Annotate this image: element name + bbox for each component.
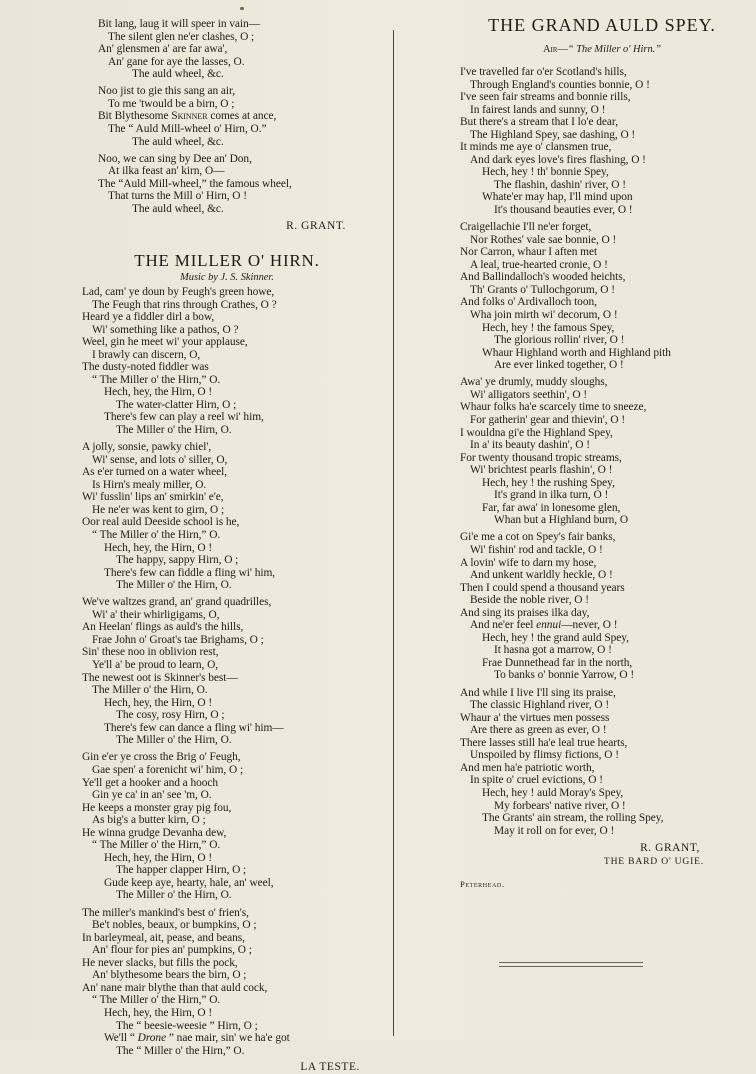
verse-line: To me 'twould be a birn, O ; (108, 97, 235, 110)
verse-line: The “Auld Mill-wheel,” the famous wheel, (98, 177, 292, 190)
verse-line: And ne'er feel ennui—never, O ! (470, 619, 618, 632)
verse-line: Far, far awa' in lonesome glen, (482, 501, 621, 514)
grand-auld-spey-body (460, 66, 750, 837)
air-label: Air— (542, 44, 568, 55)
verse-line: I wouldna gi'e the Highland Spey, (460, 426, 613, 439)
verse-line: The Miller o' the Hirn, O. (116, 424, 232, 436)
verse-line: The water-clatter Hirn, O ; (116, 398, 237, 411)
verse-line: The happy, sappy Hirn, O ; (116, 554, 239, 567)
stanza (82, 441, 388, 592)
verse-line: As big's a butter kirn, O ; (92, 814, 206, 827)
signature-r-grant: R. GRANT, (640, 841, 700, 854)
verse-line: Nor Rothes' vale sae bonnie, O ! (470, 233, 617, 246)
verse-line: The Miller o' the Hirn, O. (116, 889, 232, 902)
stanza (82, 596, 388, 747)
verse-line: Wi' alligators seethin', O ! (470, 388, 588, 401)
verse-line: Th' Grants o' Tullochgorum, O ! (470, 283, 615, 296)
verse-line: Frae John o' Groat's tae Brighams, O ; (92, 633, 264, 646)
verse-line: The flashin, dashin' river, O ! (494, 178, 626, 191)
verse-line: Whate'er may hap, I'll mind upon (482, 191, 633, 204)
verse-line: Nor Carron, whaur I aften met (460, 246, 598, 259)
verse-line: And dark eyes love's fires flashing, O ! (470, 153, 646, 166)
poem-title: THE MILLER O' HIRN. (134, 250, 320, 270)
verse-line: I've seen fair streams and bonnie rills, (460, 91, 631, 104)
verse-line: He winna grudge Devanha dew, (82, 826, 227, 839)
verse-line: There's few can play a reel wi' him, (104, 411, 264, 424)
verse-line: He keeps a monster gray pig fou, (82, 801, 232, 814)
verse-line: Bit Blythesome Skinner comes at ance, (98, 110, 277, 123)
verse-line: In spite o' cruel evictions, O ! (470, 774, 603, 787)
verse-line: An' blythesome bears the birn, O ; (92, 969, 247, 982)
verse-line: The happer clapper Hirn, O ; (116, 864, 247, 877)
verse-line: The Miller o' the Hirn, O. (116, 579, 232, 592)
verse-line: Oor real auld Deeside school is he, (82, 516, 240, 529)
verse-line: And folks o' Ardivalloch toon, (460, 296, 597, 309)
verse-line: In a' its beauty dashin', O ! (470, 439, 591, 452)
verse-line: An' flour for pies an' pumpkins, O ; (92, 944, 252, 957)
verse-line: An' gane for aye the lasses, O. (108, 55, 245, 68)
verse-line: For twenty thousand tropic streams, (460, 451, 622, 464)
verse-line: In barleymeal, ait, pease, and beans, (82, 931, 245, 944)
poem-air (452, 43, 752, 57)
stanza (460, 66, 750, 217)
stanza (98, 85, 388, 148)
verse-line: Whaur folks ha'e scarcely time to sneeze, (460, 401, 647, 414)
poem-subtitle: Music by J. S. Skinner. (180, 271, 274, 283)
verse-line: The miller's mankind's best o' frien's, (82, 906, 249, 919)
stanza (82, 907, 388, 1058)
verse-line: Then I could spend a thousand years (460, 581, 625, 594)
verse-line: He never slacks, but fills the pock, (82, 956, 238, 969)
signature-bard-o-ugie: THE BARD O' UGIE. (603, 855, 704, 867)
verse-line: Gin e'er ye cross the Brig o' Feugh, (82, 751, 241, 764)
verse-line: Ye'll get a hooker and a hooch (82, 776, 219, 789)
verse-line: Whan but a Highland burn, O (494, 514, 629, 527)
verse-line: Wi' sense, and lots o' siller, O, (92, 453, 228, 466)
verse-line: “ The Miller o' the Hirn,” O. (92, 839, 221, 852)
verse-line: The Miller o' the Hirn, O. (116, 734, 232, 747)
verse-line: For gatherin' gear and thievin', O ! (470, 413, 626, 426)
verse-line: The “ Miller o' the Hirn,” O. (116, 1044, 245, 1057)
stanza (460, 221, 750, 372)
miller-o-hirn-heading (82, 251, 372, 285)
verse-line: Hech, hey ! the grand auld Spey, (482, 631, 629, 644)
stanza (98, 18, 388, 81)
verse-line: Is Hirn's mealy miller, O. (92, 478, 207, 491)
verse-line: A lovin' wife to darn my hose, (460, 556, 597, 569)
verse-line: Are ever linked together, O ! (494, 359, 624, 372)
verse-line: Ye'll a' be proud to learn, O, (92, 659, 219, 672)
verse-line: Hech, hey, the Hirn, O ! (104, 386, 213, 399)
verse-line: Wha join mirth wi' decorum, O ! (470, 308, 618, 321)
verse-line: It's grand in ilka turn, O ! (494, 489, 609, 502)
verse-line: An' glensmen a' are far awa', (98, 43, 228, 56)
verse-line: In fairest lands and sunny, O ! (470, 103, 606, 116)
verse-line: And while I live I'll sing its praise, (460, 686, 616, 699)
left-column (82, 18, 388, 1074)
verse-line: Noo, we can sing by Dee an' Don, (98, 152, 252, 165)
verse-line: Wi' fusslin' lips an' smirkin' e'e, (82, 491, 224, 504)
verse-line: I've travelled far o'er Scotland's hills, (460, 66, 627, 78)
verse-line: A leal, true-hearted cronie, O ! (470, 258, 608, 271)
verse-line: We've waltzes grand, an' grand quadrilles, (82, 596, 272, 609)
verse-line: Heard ye a fiddler dirl a bow, (82, 311, 215, 324)
verse-line: My forbears' native river, O ! (494, 799, 626, 812)
verse-line: Hech, hey, the Hirn, O ! (104, 851, 213, 864)
verse-line: Whaur Highland worth and Highland pith (482, 346, 671, 359)
end-rule (499, 962, 643, 967)
stanza (460, 687, 750, 838)
verse-line: “ The Miller o' the Hirn,” O. (92, 994, 221, 1007)
grand-auld-spey-heading (452, 15, 752, 57)
air-title: “ The Miller o' Hirn.” (567, 44, 662, 55)
verse-line: Noo jist to gie this sang an air, (98, 85, 236, 98)
verse-line: It's thousand beauties ever, O ! (494, 204, 633, 217)
verse-line: The dusty-noted fiddler was (82, 361, 209, 374)
verse-line: Wi' something like a pathos, O ? (92, 323, 239, 336)
verse-line: Wi' a' their whirligigams, O, (92, 608, 220, 621)
verse-line: And unkent warldly heckle, O ! (470, 569, 613, 582)
verse-line: But there's a stream that I lo'e dear, (460, 116, 618, 129)
verse-line: “ The Miller o' the Hirn,” O. (92, 528, 221, 541)
verse-line: The silent glen ne'er clashes, O ; (108, 30, 255, 43)
verse-line: Weel, gin he meet wi' your applause, (82, 336, 248, 349)
verse-line: Be't nobles, beaux, or bumpkins, O ; (92, 919, 257, 932)
column-divider (393, 30, 394, 1036)
verse-line: It hasna got a marrow, O ! (494, 644, 612, 657)
verse-line: The Miller o' the Hirn, O. (92, 684, 208, 697)
place-peterhead: Peterhead. (460, 878, 505, 889)
verse-line: Sin' these noo in oblivion rest, (82, 646, 219, 659)
verse-line: I brawly can discern, O, (92, 348, 201, 361)
stanza (82, 751, 388, 902)
verse-line: And Ballindalloch's wooded heichts, (460, 271, 626, 284)
poem-title: THE GRAND AULD SPEY. (488, 15, 716, 35)
verse-line: Awa' ye drumly, muddy sloughs, (460, 376, 608, 389)
verse-line: The classic Highland river, O ! (470, 699, 610, 712)
verse-line: The Feugh that rins through Crathes, O ? (92, 298, 277, 311)
verse-line: There lasses still ha'e leal true hearts, (460, 736, 628, 749)
verse-line: The “ beesie-weesie ” Hirn, O ; (116, 1019, 258, 1032)
verse-line: Lad, cam' ye doun by Feugh's green howe, (82, 285, 275, 298)
verse-line: Gin ye ca' in an' see 'm, O. (92, 789, 212, 802)
verse-line: Hech, hey ! auld Moray's Spey, (482, 787, 624, 799)
verse-line: Are there as green as ever, O ! (470, 724, 607, 737)
verse-line: An' nane mair blythe than that auld cock, (82, 981, 268, 994)
verse-line: We'll “ Drone ” nae mair, sin' we ha'e got (104, 1032, 290, 1045)
verse-line: There's few can fiddle a fling wi' him, (104, 566, 276, 579)
verse-line: Hech, hey ! the rushing Spey, (482, 476, 615, 489)
verse-line: Hech, hey, the Hirn, O ! (104, 696, 213, 709)
verse-line: The glorious rollin' river, O ! (494, 334, 625, 347)
verse-line: “ The Miller o' the Hirn,” O. (92, 373, 221, 386)
signature-la-teste: LA TESTE. (300, 1060, 360, 1073)
verse-line: He ne'er was kent to girn, O ; (92, 503, 225, 516)
verse-line: Frae Dunnethead far in the north, (482, 656, 633, 669)
verse-line: Whaur a' the virtues men possess (460, 711, 610, 724)
stanza (98, 153, 388, 216)
verse-line: The auld wheel, &c. (132, 68, 224, 81)
verse-line: That turns the Mill o' Hirn, O ! (108, 190, 248, 203)
verse-line: Gude keep aye, hearty, hale, an' weel, (104, 876, 274, 889)
poem-continuation (98, 18, 388, 215)
signature-r-grant: R. GRANT. (286, 219, 346, 232)
verse-line: As e'er turned on a water wheel, (82, 466, 227, 479)
verse-line: And sing its praises ilka day, (460, 606, 590, 619)
verse-line: The “ Auld Mill-wheel o' Hirn, O.” (108, 122, 267, 135)
verse-line: Hech, hey, the Hirn, O ! (104, 1006, 213, 1019)
verse-line: The Highland Spey, sae dashing, O ! (470, 128, 636, 141)
verse-line: To banks o' bonnie Yarrow, O ! (494, 669, 635, 682)
verse-line: The cosy, rosy Hirn, O ; (116, 709, 225, 722)
verse-line: Unspoiled by flimsy fictions, O ! (470, 749, 619, 762)
verse-line: Bit lang, laug it will speer in vain— (98, 18, 261, 30)
stanza (460, 531, 750, 682)
verse-line: It minds me aye o' clansmen true, (460, 141, 612, 154)
verse-line: Gae spen' a forenicht wi' him, O ; (92, 764, 244, 776)
verse-line: An Heelan' flings as auld's the hills, (82, 621, 244, 634)
verse-line: Craigellachie I'll ne'er forget, (460, 221, 592, 234)
miller-o-hirn-body (82, 286, 388, 1057)
print-speck (240, 7, 244, 10)
verse-line: At ilka feast an' kirn, O— (108, 165, 225, 178)
verse-line: And men ha'e patriotic worth, (460, 761, 595, 774)
verse-line: There's few can dance a fling wi' him— (104, 721, 284, 734)
verse-line: The Grants' ain stream, the rolling Spey, (482, 812, 664, 825)
verse-line: Wi' fishin' rod and tackle, O ! (470, 544, 603, 557)
verse-line: A jolly, sonsie, pawky chiel', (82, 441, 212, 454)
verse-line: Hech, hey ! the famous Spey, (482, 321, 615, 334)
verse-line: Through England's counties bonnie, O ! (470, 78, 650, 91)
verse-line: Gi'e me a cot on Spey's fair banks, (460, 531, 616, 544)
right-column (460, 15, 750, 890)
verse-line: May it roll on for ever, O ! (494, 824, 615, 837)
verse-line: Beside the noble river, O ! (470, 594, 590, 607)
verse-line: Hech, hey, the Hirn, O ! (104, 541, 213, 554)
verse-line: The auld wheel, &c. (132, 135, 224, 148)
verse-line: The newest oot is Skinner's best— (82, 671, 238, 684)
stanza (460, 376, 750, 527)
verse-line: Hech, hey ! th' bonnie Spey, (482, 166, 609, 179)
verse-line: The auld wheel, &c. (132, 202, 224, 215)
verse-line: Wi' brichtest pearls flashin', O ! (470, 464, 613, 477)
stanza (82, 286, 388, 437)
